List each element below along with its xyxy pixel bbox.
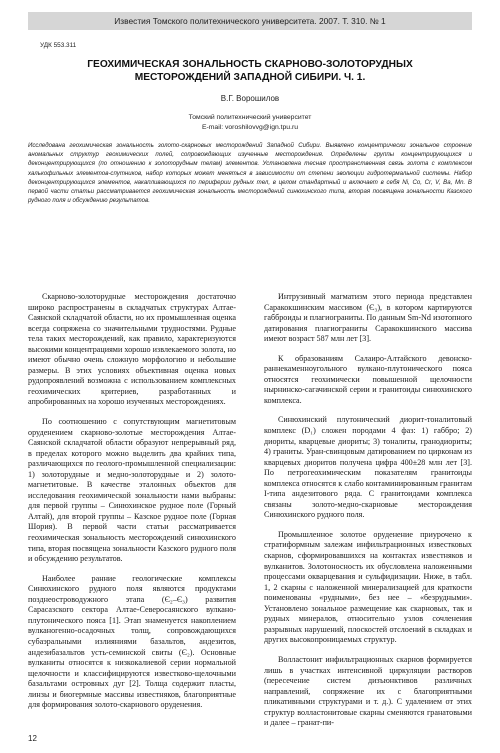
- right-paragraph-5: Волластонит инфильтрационных скарнов формируется лишь в участках интенсивной циркуляции растворов (пересечение систем дизъюнктивов различных направлений, сопряжение их с благоприятными пликативными структурами и т. д.). С удалением от этих структур волластонитовые скарны сменяются гранатовыми и далее – гранат-пи-: [264, 654, 472, 728]
- right-paragraph-1: Интрузивный магматизм этого периода представлен Саракокшинским массивом (Є₃), в котором картируются габброиды и плагиограниты. По данным Sm-Nd изотопного датирования плагиограниты Саракокшинского массива имеют возраст 587 млн лет [3].: [264, 292, 472, 344]
- affiliation-institution: Томский политехнический университет: [188, 114, 312, 121]
- left-column: [28, 292, 236, 720]
- running-header-text: Известия Томского политехнического университета. 2007. Т. 310. № 1: [114, 16, 386, 26]
- article-title-line-2: МЕСТОРОЖДЕНИЙ ЗАПАДНОЙ СИБИРИ. Ч. 1.: [134, 72, 366, 83]
- udc-code: УДК 553.311: [40, 42, 77, 49]
- right-column: [264, 292, 472, 738]
- article-title-line-1: ГЕОХИМИЧЕСКАЯ ЗОНАЛЬНОСТЬ СКАРНОВО-ЗОЛОТОРУДНЫХ: [87, 59, 413, 70]
- abstract: Исследована геохимическая зональность золото-скарновых месторождений Западной Сибири. Выявлено концентрически зональное строение аномальных структур геохимических полей, сопровождающих изученные месторождения. Определены группы концентрирующихся и деконцентрирующихся (по отношению к золоторудным телам) элементов. Установлена тесная пространственная связь золота с комплексом халькофильных элементов-спутников, набор которых может меняться в зависимости от степени эволюции гидротермальной системы. Набор деконцентрирующихся элементов, накапливающихся по периферии рудных тел, в целом стандартный и включает в себя Ni, Co, Cr, V, Ba, Mn. В первой части статьи рассматривается геохимическая зональность месторождений синюхинского типа, вторая посвящена зональности Казского рудного поля и обсуждению результатов.: [28, 142, 472, 205]
- running-header: [28, 12, 472, 30]
- left-paragraph-2: По соотношению с сопутствующим магнетитовым оруденением скарново-золотые месторождения Алтае-Саянской складчатой области образуют непрерывный ряд, в пределах которого можно выделить два крайних типа, различающихся по геолого-промышленной специализации: 1) золоторудные и медно-золоторудные и 2) золото-магнетитовые. В качестве эталонных объектов для исследования геохимической зональности нами выбраны: для первой группы – Синюхинское рудное поле (Горный Алтай), для второй группы – Казское рудное поле (Горная Шория). В первой части статьи рассматривается геохимическая зональность месторождений синюхинского типа, вторая посвящена зональности Казского рудного поля и обсуждению результатов.: [28, 417, 236, 564]
- author-name: В.Г. Ворошилов: [220, 94, 280, 103]
- left-paragraph-1: Скарново-золоторудные месторождения достаточно широко распространены в складчатых структурах Алтае-Саянской складчатой области, но их промышленная оценка всегда сопряжена со значительными трудностями. Рудные тела таких месторождений, как правило, характеризуются высокими концентрациями хорошо извлекаемого золота, но имеют обычно очень сложную морфологию и небольшие размеры. В этих условиях объективная оценка новых рудопроявлений возможна с использованием комплексных геохимических критериев, разработанных и апробированных на хорошо изученных месторождениях.: [28, 292, 236, 407]
- right-paragraph-2: К образованиям Салаиро-Алтайского девонско-раннекаменноугольного вулкано-плутонического пояса относятся геохимически повышенной щелочности нырнинско-сагачинской серии и гранитоиды синюхинского комплекса.: [264, 353, 472, 405]
- page-number: 12: [28, 734, 37, 743]
- affiliation-email: E-mail: voroshilovvg@ign.tpu.ru: [201, 124, 299, 131]
- right-paragraph-4: Промышленное золотое оруденение приурочено к стратиформным залежам инфильтрационных известковых скарнов, сформировавшихся на контактах известняков и вулканитов. Золотоносность их обусловлена наложенными процессами окварцевания и сульфидизации. Ниже, в табл. 1, 2 скарны с наложенной минерализацией для краткости поименованы «рудными», без нее – «безрудными». Установлено зональное размещение как скарновых, так и рудных минералов, относительно узлов сочленения разрывных нарушений, плоскостей отслоений в складках и других высокопроницаемых структур.: [264, 529, 472, 645]
- right-paragraph-3: Синюхинский плутонический диорит-тоналитовый комплекс (D₁) сложен породами 4 фаз: 1) габбро; 2) диориты, кварцевые диориты; 3) тоналиты, гранодиориты; 4) граниты. Уран-свинцовым датированием по цирконам из кварцевых диоритов получена цифра 400±28 млн лет [3]. По петрогеохимическим показателям гранитоиды комплекса относятся к слабо контаминированным гранитам I-типа андезитового ряда. С гранитоидами комплекса связаны золото-медно-скарновые месторождения Синюхинского рудного поля.: [264, 415, 472, 520]
- article-title: [60, 58, 440, 84]
- left-paragraph-3: Наиболее ранние геологические комплексы Синюхинского рудного поля являются продуктами позднеостроводужного этапа (Є₂–Є₃) развития Сарасазского сектора Алтае-Северосаянского вулкано-плутонического пояса [1]. Этап знаменуется накоплением вулканогенно-осадочных толщ, сопровождающихся субаэральными излияниями базальтов, андезитов, андезибазальтов усть-семинской свиты (Є₂). Основные вулканиты относятся к низкокалиевой серии нормальной щелочности и классифицируются известково-щелочными базальтами островных дуг [2]. Толща содержит пласты, линзы и биогермные массивы известняков, благоприятные для формирования золото-скарнового оруденения.: [28, 573, 236, 710]
- affiliation: [0, 113, 500, 133]
